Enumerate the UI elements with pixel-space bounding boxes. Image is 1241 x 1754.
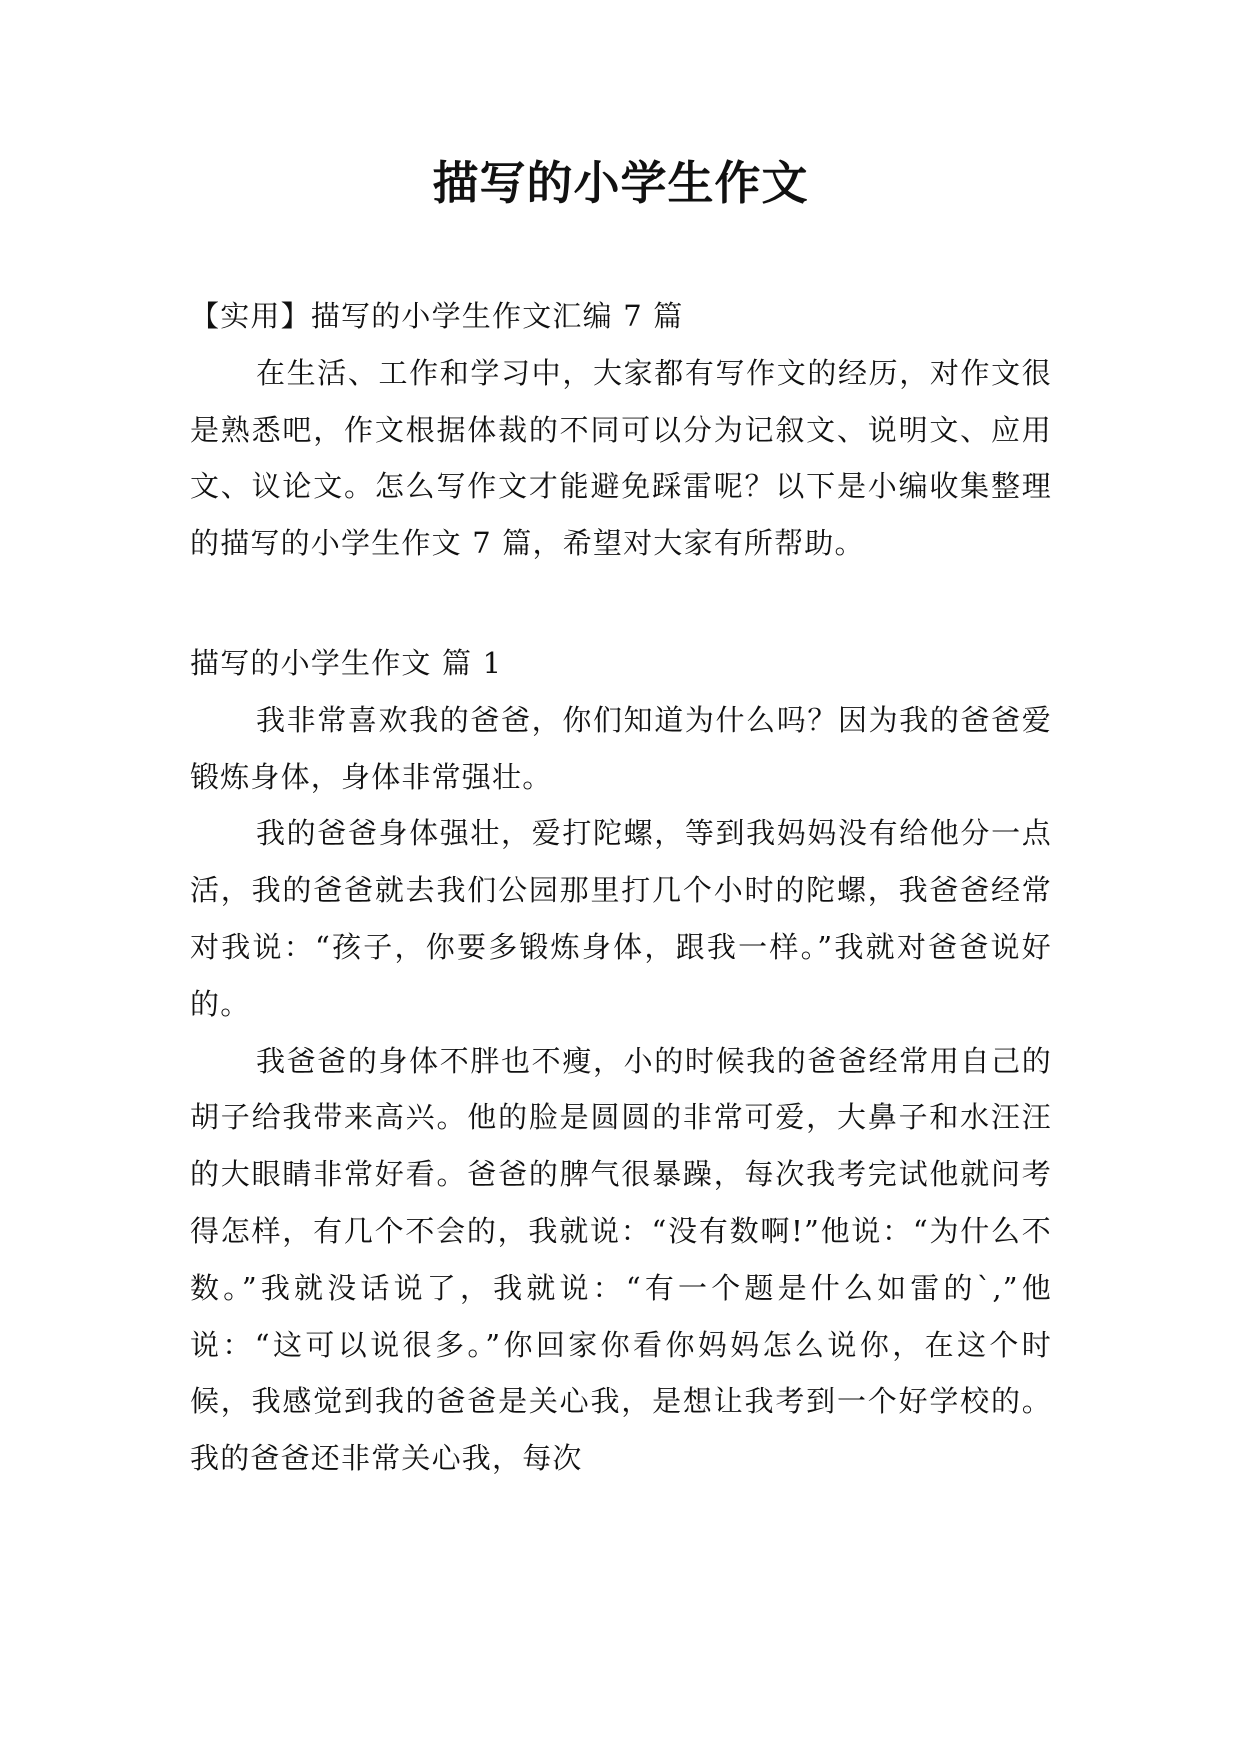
document-subtitle: 【实用】描写的小学生作文汇编 7 篇	[190, 299, 684, 333]
body-paragraph: 我的爸爸身体强壮，爱打陀螺，等到我妈妈没有给他分一点活，我的爸爸就去我们公园那里打几个小时的陀螺，我爸爸经常对我说：“孩子，你要多锻炼身体，跟我一样。”我就对爸爸说好的。	[190, 816, 1052, 1021]
document-body	[190, 288, 1052, 1487]
intro-paragraph: 在生活、工作和学习中，大家都有写作文的经历，对作文很是熟悉吧，作文根据体裁的不同可以分为记叙文、说明文、应用文、议论文。怎么写作文才能避免踩雷呢？以下是小编收集整理的描写的小学生作文 7 篇，希望对大家有所帮助。	[190, 355, 1052, 561]
body-paragraph: 我非常喜欢我的爸爸，你们知道为什么吗？因为我的爸爸爱锻炼身体，身体非常强壮。	[190, 702, 1052, 794]
section-heading: 描写的小学生作文 篇 1	[190, 645, 503, 680]
body-paragraph: 我爸爸的身体不胖也不瘦，小的时候我的爸爸经常用自己的胡子给我带来高兴。他的脸是圆圆的非常可爱，大鼻子和水汪汪的大眼睛非常好看。爸爸的脾气很暴躁，每次我考完试他就问考得怎样，有几个不会的，我就说：“没有数啊!”他说：“为什么不数。”我就没话说了，我就说：“有一个题是什么如雷的`,”他说：“这可以说很多。”你回家你看你妈妈怎么说你，在这个时候，我感觉到我的爸爸是关心我，是想让我考到一个好学校的。我的爸爸还非常关心我，每次	[190, 1043, 1052, 1476]
document-title: 描写的小学生作文	[432, 156, 809, 210]
